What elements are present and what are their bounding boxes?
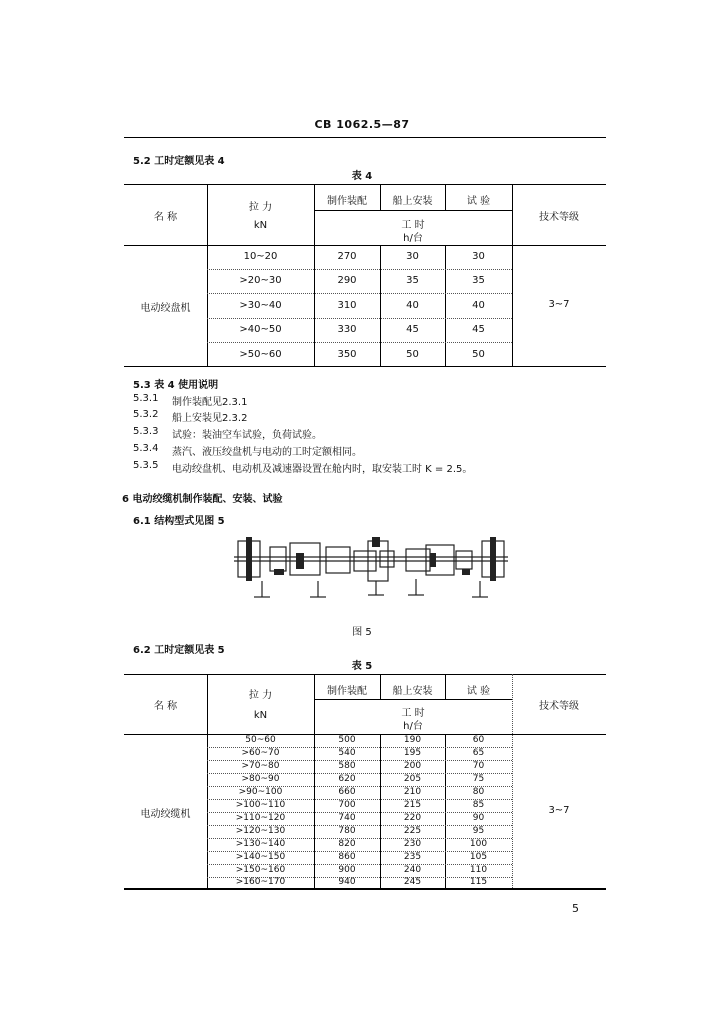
table5-cell-make: 740 bbox=[338, 813, 356, 823]
note-number: 5.3.2 bbox=[133, 409, 159, 420]
table5-cell-force: >140~150 bbox=[235, 852, 286, 862]
table5-bottom-rule bbox=[124, 888, 606, 890]
document-number: CB 1062.5—87 bbox=[314, 118, 410, 131]
table5-cell-test: 115 bbox=[469, 877, 488, 887]
table4-header-make: 制作装配 bbox=[327, 196, 367, 207]
table5-cell-install: 215 bbox=[403, 800, 422, 810]
table5-cell-force: >80~90 bbox=[241, 774, 280, 784]
table5-cell-install: 205 bbox=[403, 774, 422, 784]
table5-grade: 3~7 bbox=[548, 805, 570, 816]
table5-cell-make: 940 bbox=[338, 877, 356, 887]
table4-cell-make: 310 bbox=[337, 300, 357, 311]
table5-cell-test: 60 bbox=[472, 735, 485, 745]
table5-cell-force: >150~160 bbox=[235, 865, 286, 875]
table4-cell-test: 30 bbox=[472, 251, 485, 262]
table4-cell-install: 40 bbox=[406, 300, 419, 311]
table5-caption: 表 5 bbox=[351, 661, 373, 672]
table4-cell-force: >50~60 bbox=[239, 349, 282, 360]
table5-header-make: 制作装配 bbox=[327, 686, 367, 697]
section-6-2-heading: 6.2 工时定额见表 5 bbox=[133, 645, 225, 656]
table5-cell-make: 900 bbox=[338, 865, 356, 875]
table5-cell-force: >160~170 bbox=[235, 877, 286, 887]
table5-cell-install: 235 bbox=[403, 852, 422, 862]
table5-subheader-rule bbox=[314, 699, 512, 700]
table4-header-grade: 技术等级 bbox=[539, 212, 579, 223]
table5-cell-force: >110~120 bbox=[235, 813, 286, 823]
table4-cell-install: 35 bbox=[406, 275, 419, 286]
table5-cell-make: 620 bbox=[338, 774, 356, 784]
table5-cell-test: 100 bbox=[469, 839, 488, 849]
table5-name: 电动绞缆机 bbox=[140, 809, 191, 820]
table5-top-rule bbox=[124, 674, 606, 675]
table5-header-force: 拉 力 bbox=[248, 690, 273, 701]
table5-cell-force: >120~130 bbox=[235, 826, 286, 836]
table5-cell-test: 70 bbox=[472, 761, 485, 771]
table4-header-name: 名 称 bbox=[153, 212, 178, 223]
table5-cell-make: 860 bbox=[338, 852, 356, 862]
table4-cell-test: 45 bbox=[472, 324, 485, 335]
table5-cell-test: 85 bbox=[472, 800, 485, 810]
table5-cell-make: 780 bbox=[338, 826, 356, 836]
table5-cell-force: >90~100 bbox=[238, 787, 283, 797]
table5-cell-test: 90 bbox=[472, 813, 485, 823]
table5-header-unit: kN bbox=[253, 710, 268, 721]
table4-cell-make: 270 bbox=[337, 251, 357, 262]
table5-header-hours: 工 时 bbox=[401, 708, 425, 719]
table5-cell-test: 75 bbox=[472, 774, 485, 784]
note-number: 5.3.4 bbox=[133, 443, 159, 454]
table5-cell-install: 210 bbox=[403, 787, 422, 797]
table5-cell-make: 540 bbox=[338, 748, 356, 758]
table4-caption: 表 4 bbox=[351, 171, 373, 182]
section-6-1-heading: 6.1 结构型式见图 5 bbox=[133, 516, 225, 527]
note-text: 船上安装见2.3.2 bbox=[172, 413, 248, 424]
section-5-3-heading: 5.3 表 4 使用说明 bbox=[133, 380, 219, 391]
table5-cell-install: 220 bbox=[403, 813, 422, 823]
table5-cell-force: >60~70 bbox=[241, 748, 280, 758]
figure-5-caption: 图 5 bbox=[352, 627, 372, 638]
note-number: 5.3.1 bbox=[133, 393, 159, 404]
table5-cell-make: 500 bbox=[338, 735, 356, 745]
table4-cell-force: >30~40 bbox=[239, 300, 282, 311]
table4-cell-install: 50 bbox=[406, 349, 419, 360]
table4-cell-test: 40 bbox=[472, 300, 485, 311]
table4-header-test: 试 验 bbox=[466, 196, 491, 207]
note-number: 5.3.3 bbox=[133, 426, 159, 437]
table5-cell-install: 240 bbox=[403, 865, 422, 875]
table4-cell-test: 35 bbox=[472, 275, 485, 286]
table4-cell-install: 30 bbox=[406, 251, 419, 262]
table4-cell-make: 350 bbox=[337, 349, 357, 360]
note-text: 电动绞盘机、电动机及减速器设置在舱内时，取安装工时 K = 2.5。 bbox=[172, 464, 473, 475]
table4-cell-force: 10~20 bbox=[243, 251, 278, 262]
table4-cell-make: 290 bbox=[337, 275, 357, 286]
note-number: 5.3.5 bbox=[133, 460, 159, 471]
table5-header-hours-unit: h/台 bbox=[403, 721, 423, 732]
table5-cell-test: 105 bbox=[469, 852, 488, 862]
table5-cell-install: 190 bbox=[403, 735, 422, 745]
table5-cell-install: 245 bbox=[403, 877, 422, 887]
section-5-2-heading: 5.2 工时定额见表 4 bbox=[133, 156, 225, 167]
table5-cell-make: 700 bbox=[338, 800, 356, 810]
table4-cell-test: 50 bbox=[472, 349, 485, 360]
table5-cell-force: >130~140 bbox=[235, 839, 286, 849]
table5-cell-test: 80 bbox=[472, 787, 485, 797]
table5-cell-install: 225 bbox=[403, 826, 422, 836]
table5-cell-install: 230 bbox=[403, 839, 422, 849]
table5-cell-make: 820 bbox=[338, 839, 356, 849]
table4-cell-force: >20~30 bbox=[239, 275, 282, 286]
table4-header-install: 船上安装 bbox=[392, 196, 433, 207]
table5-cell-force: >100~110 bbox=[235, 800, 286, 810]
note-text: 蒸汽、液压绞盘机与电动的工时定额相同。 bbox=[172, 447, 362, 458]
table5-header-test: 试 验 bbox=[466, 686, 491, 697]
table4-header-hours-unit: h/台 bbox=[403, 233, 423, 244]
table5-header-grade: 技术等级 bbox=[539, 701, 579, 712]
table4-cell-make: 330 bbox=[337, 324, 357, 335]
table4-cell-install: 45 bbox=[406, 324, 419, 335]
section-6-heading: 6 电动绞缆机制作装配、安装、试验 bbox=[122, 494, 283, 505]
note-text: 试验：装油空车试验，负荷试验。 bbox=[172, 430, 322, 441]
table5-cell-make: 580 bbox=[338, 761, 356, 771]
table5-cell-test: 65 bbox=[472, 748, 485, 758]
table5-cell-make: 660 bbox=[338, 787, 356, 797]
table4-name: 电动绞盘机 bbox=[140, 303, 191, 314]
table5-header-name: 名 称 bbox=[153, 701, 178, 712]
table4-grade: 3~7 bbox=[548, 299, 570, 310]
table5-cell-install: 195 bbox=[403, 748, 422, 758]
table5-cell-test: 95 bbox=[472, 826, 485, 836]
note-text: 制作装配见2.3.1 bbox=[172, 397, 248, 408]
table4-cell-force: >40~50 bbox=[239, 324, 282, 335]
table5-header-install: 船上安装 bbox=[392, 686, 433, 697]
table5-cell-install: 200 bbox=[403, 761, 422, 771]
table4-header-unit: kN bbox=[253, 220, 268, 231]
table4-header-hours: 工 时 bbox=[401, 220, 425, 231]
table5-cell-test: 110 bbox=[469, 865, 488, 875]
table5-cell-force: 50~60 bbox=[245, 735, 276, 745]
table5-cell-force: >70~80 bbox=[241, 761, 280, 771]
page-number: 5 bbox=[572, 902, 579, 915]
table4-header-force: 拉 力 bbox=[248, 202, 273, 213]
